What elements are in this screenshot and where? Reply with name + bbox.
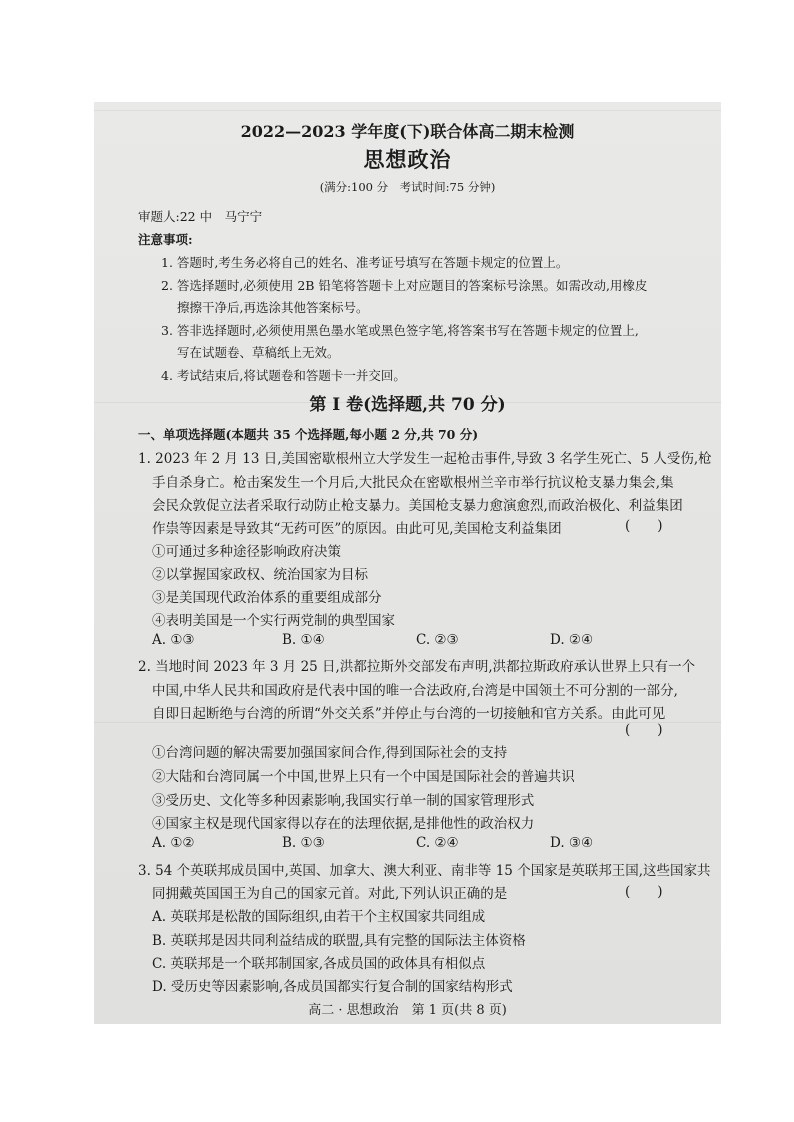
- question-1-line: 作祟等因素是导致其“无药可医”的原因。由此可见,美国枪支利益集团: [152, 521, 562, 537]
- exam-title: 2022—2023 学年度(下)联合体高二期末检测: [240, 122, 575, 141]
- option-a: A. ①②: [152, 835, 195, 851]
- question-2-line: 中国,中华人民共和国政府是代表中国的唯一合法政府,台湾是中国领土不可分割的一部分,: [152, 683, 678, 699]
- option-c: C. ②③: [416, 632, 459, 648]
- statement: ④表明美国是一个实行两党制的典型国家: [152, 613, 395, 629]
- section-title: 第 I 卷(选择题,共 70 分): [309, 395, 506, 415]
- answer-paren: ( ): [625, 884, 663, 900]
- notice-item: 3. 答非选择题时,必须使用黑色墨水笔或黑色签字笔,将答案书写在答题卡规定的位置上,: [161, 323, 639, 338]
- subject-title: 思想政治: [363, 147, 452, 172]
- statement: ③受历史、文化等多种因素影响,我国实行单一制的国家管理形式: [152, 793, 535, 809]
- option-c: C. ②④: [416, 835, 459, 851]
- option-b: B. ①④: [282, 632, 325, 648]
- notice-item: 1. 答题时,考生务必将自己的姓名、准考证号填写在答题卡规定的位置上。: [161, 255, 569, 270]
- reviewer-line: 审题人:22 中 马宁宁: [138, 209, 263, 224]
- notice-item: 写在试题卷、草稿纸上无效。: [177, 345, 340, 360]
- option-d: D. ③④: [550, 835, 594, 851]
- page-footer: 高二 · 思想政治 第 1 页(共 8 页): [308, 1003, 507, 1018]
- answer-paren: ( ): [625, 722, 663, 738]
- choice-d: D. 受历史等因素影响,各成员国都实行复合制的国家结构形式: [152, 979, 513, 995]
- question-2-line: 自即日起断绝与台湾的所谓“外交关系”并停止与台湾的一切接触和官方关系。由此可见: [152, 706, 666, 722]
- statement: ①可通过多种途径影响政府决策: [152, 544, 341, 560]
- option-b: B. ①③: [282, 835, 325, 851]
- question-1-line: 1. 2023 年 2 月 13 日,美国密歇根州立大学发生一起枪击事件,导致 3 名学生死亡、5 人受伤,枪: [138, 451, 712, 467]
- part-heading: 一、单项选择题(本题共 35 个选择题,每小题 2 分,共 70 分): [138, 427, 479, 442]
- notice-item: 擦擦干净后,再选涂其他答案标号。: [177, 300, 369, 315]
- choice-b: B. 英联邦是因共同利益结成的联盟,具有完整的国际法主体资格: [152, 933, 526, 949]
- option-a: A. ①③: [152, 632, 195, 648]
- statement: ①台湾问题的解决需要加强国家间合作,得到国际社会的支持: [152, 745, 508, 761]
- notice-item: 2. 答选择题时,必须使用 2B 铅笔将答题卡上对应题目的答案标号涂黑。如需改动,用橡皮: [161, 278, 648, 293]
- exam-meta: (满分:100 分 考试时间:75 分钟): [319, 180, 496, 194]
- exam-page: [94, 102, 721, 1024]
- statement: ②大陆和台湾同属一个中国,世界上只有一个中国是国际社会的普遍共识: [152, 769, 575, 785]
- notice-heading: 注意事项:: [138, 232, 193, 247]
- statement: ④国家主权是现代国家得以存在的法理依据,是排他性的政治权力: [152, 816, 535, 832]
- choice-a: A. 英联邦是松散的国际组织,由若干个主权国家共同组成: [152, 909, 486, 925]
- question-3-line: 3. 54 个英联邦成员国中,英国、加拿大、澳大利亚、南非等 15 个国家是英联邦王国,这些国家共: [138, 863, 711, 879]
- question-1-line: 会民众敦促立法者采取行动防止枪支暴力。美国枪支暴力愈演愈烈,而政治极化、利益集团: [152, 498, 683, 514]
- choice-c: C. 英联邦是一个联邦制国家,各成员国的政体具有相似点: [152, 956, 486, 972]
- notice-item: 4. 考试结束后,将试题卷和答题卡一并交回。: [161, 368, 406, 383]
- statement: ②以掌握国家政权、统治国家为目标: [152, 567, 368, 583]
- question-2-line: 2. 当地时间 2023 年 3 月 25 日,洪都拉斯外交部发布声明,洪都拉斯政府承认世界上只有一个: [138, 659, 696, 675]
- question-1-line: 手自杀身亡。枪击案发生一个月后,大批民众在密歇根州兰辛市举行抗议枪支暴力集会,集: [152, 475, 674, 491]
- question-3-line: 同拥戴英国国王为自己的国家元首。对此,下列认识正确的是: [152, 886, 508, 902]
- option-d: D. ②④: [550, 632, 594, 648]
- answer-paren: ( ): [625, 518, 663, 534]
- statement: ③是美国现代政治体系的重要组成部分: [152, 590, 382, 606]
